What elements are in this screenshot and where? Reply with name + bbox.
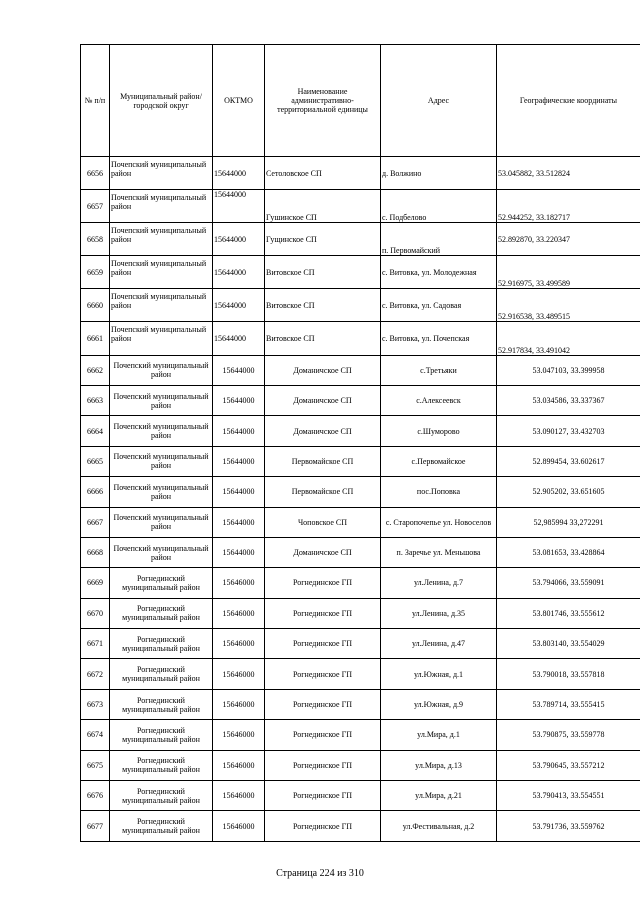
row-num: 6669 [81, 568, 110, 598]
table-row [81, 811, 640, 841]
row-unit: Рогнединское ГП [265, 598, 381, 628]
row-unit: Рогнединское ГП [265, 811, 381, 841]
row-district: Рогнединский муниципальный район [110, 598, 213, 628]
row-num: 6671 [81, 629, 110, 659]
row-coords: 53.790018, 33.557818 [497, 659, 640, 689]
row-district: Почепский муниципальный район [110, 507, 213, 537]
row-unit: Гушинское СП [265, 190, 381, 223]
row-coords: 53.791736, 33.559762 [497, 811, 640, 841]
table-row [81, 289, 640, 322]
row-district: Почепский муниципальный район [110, 537, 213, 567]
row-num: 6664 [81, 416, 110, 446]
row-address: с. Подбелово [381, 190, 497, 223]
row-coords: 53.794066, 33.559091 [497, 568, 640, 598]
row-address: п. Первомайский [381, 223, 497, 256]
row-num: 6661 [81, 322, 110, 355]
table-row [81, 157, 640, 190]
row-oktmo: 15646000 [213, 720, 265, 750]
row-district: Рогнединский муниципальный район [110, 720, 213, 750]
table-row [81, 537, 640, 567]
table-row [81, 385, 640, 415]
row-address: ул.Мира, д.21 [381, 781, 497, 811]
table-row [81, 416, 640, 446]
row-address: с.Первомайское [381, 446, 497, 476]
row-coords: 53.790875, 33.559778 [497, 720, 640, 750]
row-address: ул.Южная, д.9 [381, 689, 497, 719]
row-district: Рогнединский муниципальный район [110, 659, 213, 689]
header-num: № п/п [81, 45, 110, 157]
row-num: 6675 [81, 750, 110, 780]
table-row [81, 720, 640, 750]
row-unit: Первомайское СП [265, 446, 381, 476]
row-district: Рогнединский муниципальный район [110, 811, 213, 841]
table-row [81, 659, 640, 689]
row-coords: 53.090127, 33.432703 [497, 416, 640, 446]
table-row [81, 223, 640, 256]
row-unit: Рогнединское ГП [265, 659, 381, 689]
row-oktmo: 15644000 [213, 289, 265, 322]
table-row [81, 629, 640, 659]
row-unit: Витовское СП [265, 322, 381, 355]
row-district: Рогнединский муниципальный район [110, 750, 213, 780]
row-unit: Доманичское СП [265, 537, 381, 567]
row-unit: Доманичское СП [265, 355, 381, 385]
header-unit: Наименование административно-территориальной единицы [265, 45, 381, 157]
row-coords: 52.916538, 33.489515 [497, 289, 640, 322]
row-address: ул.Мира, д.13 [381, 750, 497, 780]
row-oktmo: 15644000 [213, 416, 265, 446]
row-oktmo: 15644000 [213, 355, 265, 385]
row-num: 6668 [81, 537, 110, 567]
row-coords: 53.790413, 33.554551 [497, 781, 640, 811]
row-num: 6674 [81, 720, 110, 750]
row-district: Почепский муниципальный район [110, 416, 213, 446]
row-coords: 53.081653, 33.428864 [497, 537, 640, 567]
row-district: Почепский муниципальный район [110, 385, 213, 415]
table-row [81, 598, 640, 628]
table-row [81, 507, 640, 537]
row-district: Рогнединский муниципальный район [110, 781, 213, 811]
row-district: Почепский муниципальный район [110, 355, 213, 385]
row-unit: Рогнединское ГП [265, 720, 381, 750]
header-district: Муниципальный район/городской округ [110, 45, 213, 157]
row-address: с.Шуморово [381, 416, 497, 446]
row-coords: 53.034586, 33.337367 [497, 385, 640, 415]
row-address: ул.Фестивальная, д.2 [381, 811, 497, 841]
row-district: Почепский муниципальный район [110, 289, 213, 322]
row-district: Рогнединский муниципальный район [110, 689, 213, 719]
row-district: Почепский муниципальный район [110, 223, 213, 256]
table-row [81, 689, 640, 719]
row-oktmo: 15644000 [213, 446, 265, 476]
row-coords: 52.917834, 33.491042 [497, 322, 640, 355]
row-oktmo: 15646000 [213, 629, 265, 659]
row-oktmo: 15646000 [213, 568, 265, 598]
header-coords: Географические координаты [497, 45, 640, 157]
row-district: Почепский муниципальный район [110, 157, 213, 190]
row-address: с.Алексеевск [381, 385, 497, 415]
row-coords: 52,985994 33,272291 [497, 507, 640, 537]
row-oktmo: 15644000 [213, 507, 265, 537]
row-address: с. Витовка, ул. Почепская [381, 322, 497, 355]
row-address: ул.Южная, д.1 [381, 659, 497, 689]
table-row [81, 190, 640, 223]
row-address: с. Старопочепье ул. Новоселов [381, 507, 497, 537]
row-coords: 52.916975, 33.499589 [497, 256, 640, 289]
row-oktmo: 15644000 [213, 537, 265, 567]
table-row [81, 750, 640, 780]
row-oktmo: 15646000 [213, 781, 265, 811]
row-oktmo: 15644000 [213, 385, 265, 415]
row-num: 6673 [81, 689, 110, 719]
row-num: 6665 [81, 446, 110, 476]
row-address: ул.Ленина, д.7 [381, 568, 497, 598]
row-num: 6666 [81, 477, 110, 507]
row-oktmo: 15644000 [213, 477, 265, 507]
row-unit: Рогнединское ГП [265, 629, 381, 659]
row-coords: 53.789714, 33.555415 [497, 689, 640, 719]
row-unit: Доманичское СП [265, 385, 381, 415]
row-unit: Рогнединское ГП [265, 568, 381, 598]
table-row [81, 568, 640, 598]
row-oktmo: 15646000 [213, 659, 265, 689]
page-number: Страница 224 из 310 [276, 868, 364, 879]
row-district: Рогнединский муниципальный район [110, 629, 213, 659]
row-num: 6663 [81, 385, 110, 415]
row-address: п. Заречье ул. Меньшова [381, 537, 497, 567]
row-num: 6662 [81, 355, 110, 385]
table-row [81, 256, 640, 289]
row-unit: Сетоловское СП [265, 157, 381, 190]
row-address: пос.Поповка [381, 477, 497, 507]
row-num: 6667 [81, 507, 110, 537]
row-unit: Первомайское СП [265, 477, 381, 507]
row-address: с.Третьяки [381, 355, 497, 385]
row-oktmo: 15644000 [213, 322, 265, 355]
row-address: с. Витовка, ул. Садовая [381, 289, 497, 322]
row-unit: Витовское СП [265, 256, 381, 289]
row-district: Почепский муниципальный район [110, 190, 213, 223]
row-oktmo: 15646000 [213, 689, 265, 719]
header-oktmo: ОКТМО [213, 45, 265, 157]
row-num: 6672 [81, 659, 110, 689]
row-oktmo: 15646000 [213, 750, 265, 780]
row-num: 6677 [81, 811, 110, 841]
row-coords: 52.892870, 33.220347 [497, 223, 640, 256]
row-num: 6660 [81, 289, 110, 322]
row-coords: 53.790645, 33.557212 [497, 750, 640, 780]
row-oktmo: 15644000 [213, 223, 265, 256]
address-table [80, 44, 640, 842]
row-address: ул.Ленина, д.35 [381, 598, 497, 628]
row-district: Почепский муниципальный район [110, 322, 213, 355]
row-coords: 53.801746, 33.555612 [497, 598, 640, 628]
row-address: д. Волжино [381, 157, 497, 190]
row-num: 6657 [81, 190, 110, 223]
table-row [81, 477, 640, 507]
row-district: Почепский муниципальный район [110, 477, 213, 507]
row-num: 6676 [81, 781, 110, 811]
row-num: 6659 [81, 256, 110, 289]
row-coords: 53.045882, 33.512824 [497, 157, 640, 190]
row-address: ул.Мира, д.1 [381, 720, 497, 750]
row-coords: 53.803140, 33.554029 [497, 629, 640, 659]
row-num: 6670 [81, 598, 110, 628]
row-district: Почепский муниципальный район [110, 256, 213, 289]
row-unit: Чоповское СП [265, 507, 381, 537]
table-row [81, 781, 640, 811]
table-header-row [81, 45, 640, 157]
row-unit: Рогнединское ГП [265, 750, 381, 780]
row-unit: Рогнединское ГП [265, 689, 381, 719]
row-oktmo: 15644000 [213, 190, 265, 223]
table-row [81, 355, 640, 385]
row-unit: Витовское СП [265, 289, 381, 322]
row-coords: 52.905202, 33.651605 [497, 477, 640, 507]
row-num: 6656 [81, 157, 110, 190]
row-oktmo: 15644000 [213, 256, 265, 289]
row-district: Рогнединский муниципальный район [110, 568, 213, 598]
row-address: ул.Ленина, д.47 [381, 629, 497, 659]
row-oktmo: 15646000 [213, 811, 265, 841]
table-row [81, 322, 640, 355]
row-address: с. Витовка, ул. Молодежная [381, 256, 497, 289]
row-unit: Доманичское СП [265, 416, 381, 446]
row-coords: 52.944252, 33.182717 [497, 190, 640, 223]
row-unit: Гущинское СП [265, 223, 381, 256]
row-unit: Рогнединское ГП [265, 781, 381, 811]
header-address: Адрес [381, 45, 497, 157]
table-row [81, 446, 640, 476]
row-district: Почепский муниципальный район [110, 446, 213, 476]
row-coords: 52.899454, 33.602617 [497, 446, 640, 476]
row-num: 6658 [81, 223, 110, 256]
row-coords: 53.047103, 33.399958 [497, 355, 640, 385]
row-oktmo: 15644000 [213, 157, 265, 190]
row-oktmo: 15646000 [213, 598, 265, 628]
